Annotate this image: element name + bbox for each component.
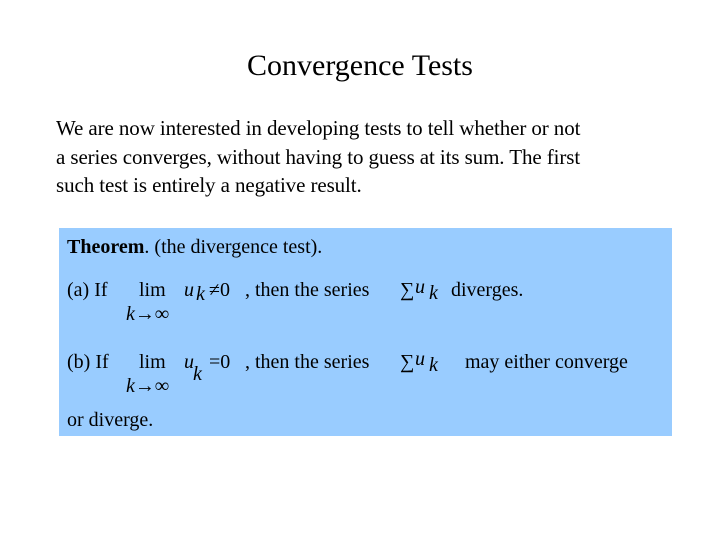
part-a-ending: diverges. <box>451 279 524 301</box>
part-b-sum-u: u <box>415 348 425 370</box>
part-b-limit-subscript: k→∞ <box>126 375 170 397</box>
slide-title: Convergence Tests <box>247 49 473 82</box>
intro-line: a series converges, without having to guess at its sum. The first <box>56 144 581 169</box>
part-b-k-sub: k <box>193 363 202 385</box>
part-a-limit-subscript: k→∞ <box>126 303 170 325</box>
intro-paragraph <box>56 114 676 200</box>
part-b-lim: lim <box>139 351 166 373</box>
theorem-box <box>59 228 672 436</box>
part-a-sum-u: u <box>415 276 425 298</box>
theorem-label: Theorem <box>67 236 145 258</box>
part-a-sum-k: k <box>429 282 438 304</box>
part-b-sum-k: k <box>429 354 438 376</box>
part-b-label: (b) If <box>67 351 109 373</box>
part-b-relation: =0 <box>209 351 231 373</box>
intro-line: such test is entirely a negative result. <box>56 173 362 197</box>
part-b-u: u <box>184 351 194 373</box>
theorem-subtitle: . (the divergence test). <box>144 236 323 258</box>
sigma-symbol: ∑ <box>400 279 415 301</box>
part-a-lim: lim <box>139 279 166 301</box>
theorem-closing: or diverge. <box>67 409 154 431</box>
part-b-ending: may either converge <box>465 351 628 373</box>
part-a-k-sub: k <box>196 283 205 305</box>
intro-line: We are now interested in developing tests to tell whether or not <box>56 116 581 140</box>
part-a-middle-text: , then the series <box>245 279 370 301</box>
theorem-part-a <box>59 278 672 328</box>
part-b-middle-text: , then the series <box>245 351 370 373</box>
sigma-symbol: ∑ <box>400 351 415 373</box>
theorem-heading <box>67 234 322 260</box>
part-a-relation: ≠0 <box>209 279 230 301</box>
part-a-label: (a) If <box>67 279 108 301</box>
theorem-part-b <box>59 350 672 400</box>
part-a-u: u <box>184 279 194 301</box>
